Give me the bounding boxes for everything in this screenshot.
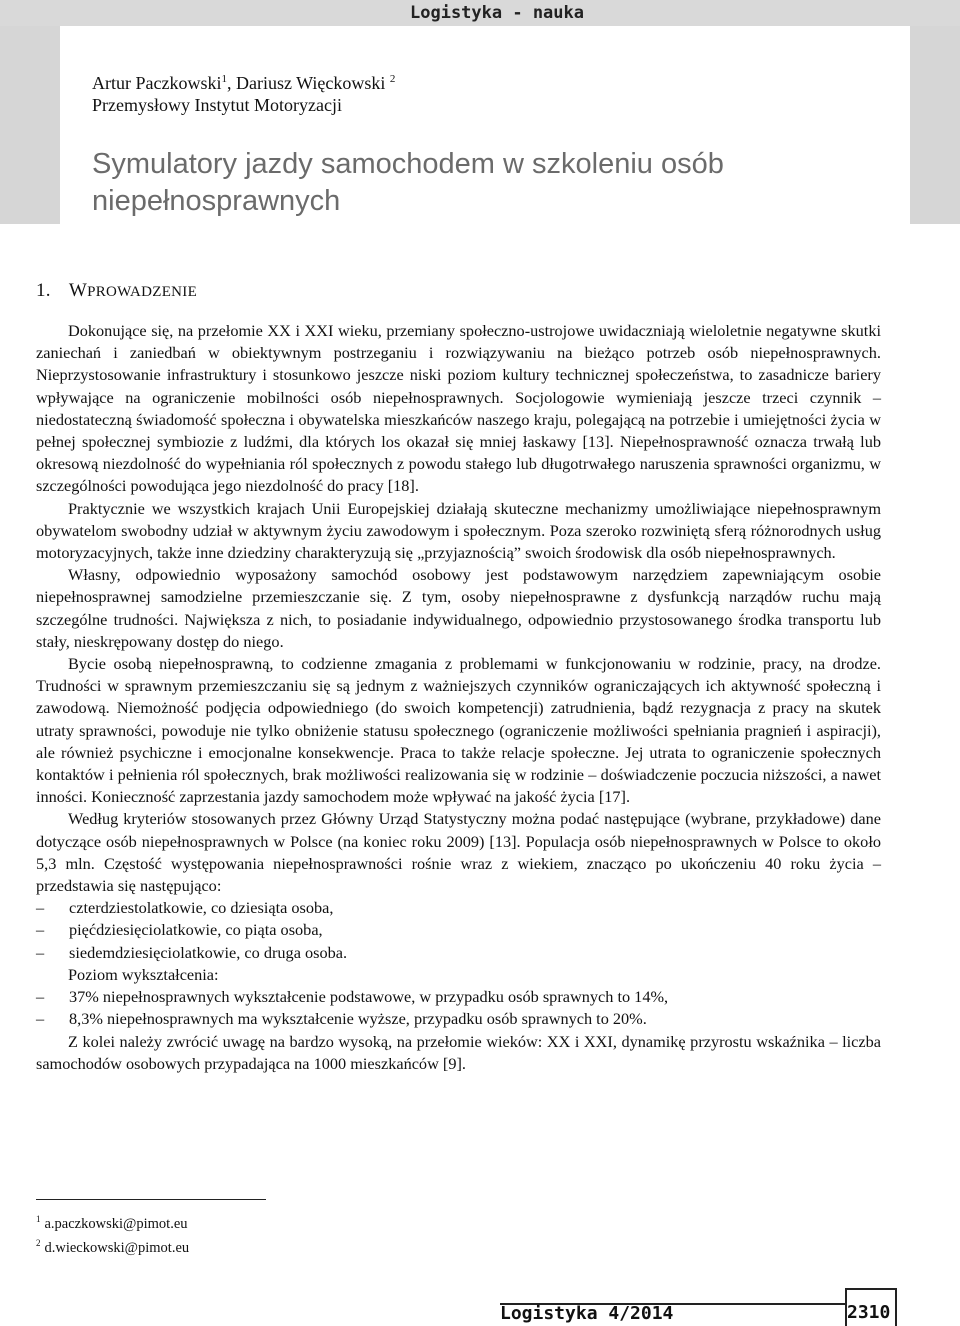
author-2: Dariusz Więckowski: [235, 73, 386, 93]
left-decorative-strip: [0, 26, 60, 224]
section-title-initial: W: [68, 280, 88, 301]
author-1-footnote-mark: 1: [221, 73, 227, 85]
list-item-text: 8,3% niepełnosprawnych ma wykształcenie wyższe, przypadku osób sprawnych to 20%.: [69, 1009, 647, 1029]
education-heading: Poziom wykształcenia:: [68, 964, 219, 984]
section-label: Logistyka - nauka: [410, 3, 584, 23]
footnote-email-link[interactable]: d.wieckowski@pimot.eu: [44, 1239, 190, 1256]
footnote-number: 2: [36, 1237, 41, 1248]
author-1: Artur Paczkowski: [92, 73, 222, 93]
section-title-rest: PROWADZENIE: [87, 284, 198, 300]
paragraph: Własny, odpowiednio wyposażony samochód osobowy jest podstawowym narzędziem zapewniającym osobie niepełnosprawnej samodzielne przemieszczanie się. Z tym, osoby niepełnosprawne z dysfunkcją narządów ruchu mają szczególne trudności. Największa z nich, to posiadanie indywidualnego, odpowiednio przystosowanego środka transportu lub stały, nieskrępowany dostęp do niego.: [36, 565, 881, 651]
dash-marker: –: [36, 898, 45, 918]
right-decorative-strip: [910, 26, 960, 224]
article-body: [36, 320, 881, 1075]
author-separator: ,: [226, 73, 236, 93]
paragraph: Według kryteriów stosowanych przez Główny Urząd Statystyczny można podać następujące (wybrane, przykładowe) dane dotyczące osób niepełnosprawnych w Polsce (na koniec roku 2009) [13]. Populacja osób niepełnosprawnych w Polsce to około 5,3 mln. Częstość występowania niepełnosprawności rośnie wraz z wiekiem, znacząco po ukończeniu 40 roku życia – przedstawia się następująco:: [36, 809, 881, 896]
list-item-text: siedemdziesięciolatkowie, co druga osoba.: [69, 942, 348, 962]
paragraph: Praktycznie we wszystkich krajach Unii Europejskiej działają skuteczne mechanizmy umożliwiające niepełnosprawnym obywatelom swobodny udział w aktywnym życiu zawodowym i społecznym. Poza szeroko rozwiniętą sferą różnorodnych usług motoryzacyjnych, także inne dziedziny charakteryzują się „przyjaznością” swoich środowisk dla osób niepełnosprawnych.: [36, 498, 881, 563]
section-heading: [36, 280, 197, 302]
footnote-number: 1: [36, 1214, 41, 1224]
article-header: [60, 34, 910, 218]
author-line: [92, 68, 395, 94]
paragraph: Bycie osobą niepełnosprawną, to codzienne zmagania z problemami w funkcjonowaniu w rodzinie, pracy, na drodze. Trudności w sprawnym przemieszczaniu się są jednym z ważniejszych czynników ograniczających ich aktywność społeczną i zawodową. Niemożność podjęcia odpowiedniego (do swoich kompetencji) zatrudnienia, bądź rezygnacja z pracy na skutek utraty sprawności, powoduje nie tylko obniżenie statusu społecznego (ograniczenie możliwości spełniania pragnień i aspiracji), ale również psychiczne i emocjonalne konsekwencje. Praca to także relacje społeczne. Jej utrata to ograniczenie społecznych kontaktów i pełnienia ról społecznych, brak możliwości realizowania się w rodzinie – doświadczenie poczucia niższości, a nawet inności. Konieczność zaprzestania jazdy samochodem może wpływać na jakość życia [17].: [36, 654, 881, 807]
dash-marker: –: [36, 987, 45, 1007]
page-number: 2310: [847, 1302, 891, 1323]
education-list: [36, 986, 881, 1030]
list-item: [36, 942, 881, 964]
top-banner: [0, 0, 960, 26]
affiliation: Przemysłowy Instytut Motoryzacji: [92, 95, 342, 115]
dash-marker: –: [36, 942, 45, 962]
footnotes: [36, 1210, 189, 1258]
article-title: Symulatory jazdy samochodem w szkoleniu osób niepełnosprawnych: [92, 148, 724, 217]
journal-issue: Logistyka 4/2014: [500, 1303, 674, 1324]
authors-block: [92, 68, 395, 116]
list-item: [36, 897, 881, 919]
author-2-footnote-mark: 2: [389, 73, 396, 85]
section-number: 1.: [36, 280, 51, 301]
footnote: [36, 1210, 189, 1234]
list-item-text: 37% niepełnosprawnych wykształcenie podstawowe, w przypadku osób sprawnych to 14%,: [69, 987, 669, 1007]
list-item: [36, 986, 881, 1008]
dash-marker: –: [36, 1009, 45, 1029]
list-item-text: czterdziestolatkowie, co dziesiąta osoba,: [69, 898, 334, 918]
footnote-divider: [36, 1199, 266, 1200]
paragraph: Z kolei należy zwrócić uwagę na bardzo wysoką, na przełomie wieków: XX i XXI, dynamikę przyrostu wskaźnika – liczba samochodów osobowych przypadająca na 1000 mieszkańców [9].: [36, 1031, 881, 1073]
footnote: [36, 1234, 189, 1258]
age-list: [36, 897, 881, 964]
dash-marker: –: [36, 920, 45, 940]
list-item: [36, 1008, 881, 1030]
paragraph: Dokonujące się, na przełomie XX i XXI wieku, przemiany społeczno-ustrojowe uwidaczniają wieloletnie negatywne skutki zaniechań i zaniedbań w obiektywnym postrzeganiu i rozwiązywaniu na bieżąco potrzeb osób niepełnosprawnych. Nieprzystosowanie infrastruktury i stosunkowo jeszcze niski poziom kultury technicznej społeczeństwa, to zasadnicze bariery wpływające na ograniczenie mobilności osób niepełnosprawnych. Socjologowie wymieniają jeszcze trzeci czynnik – niedostateczną świadomość społeczna i obywatelska mieszkańców naszego kraju, polegającą na potrzebie i umiejętności życia w pełnej społecznej symbiozie z ludźmi, dla których los okazał się mniej łaskawy [13]. Niepełnosprawność oznacza trwałą lub okresową niezdolność do wypełniania ról społecznych z powodu stałego lub długotrwałego naruszenia sprawności organizmu, w szczególności powodująca jego niezdolność do pracy [18].: [36, 321, 881, 496]
list-item: [36, 919, 881, 941]
list-item-text: pięćdziesięciolatkowie, co piąta osoba,: [69, 920, 323, 940]
footnote-email-link[interactable]: a.paczkowski@pimot.eu: [44, 1215, 188, 1232]
